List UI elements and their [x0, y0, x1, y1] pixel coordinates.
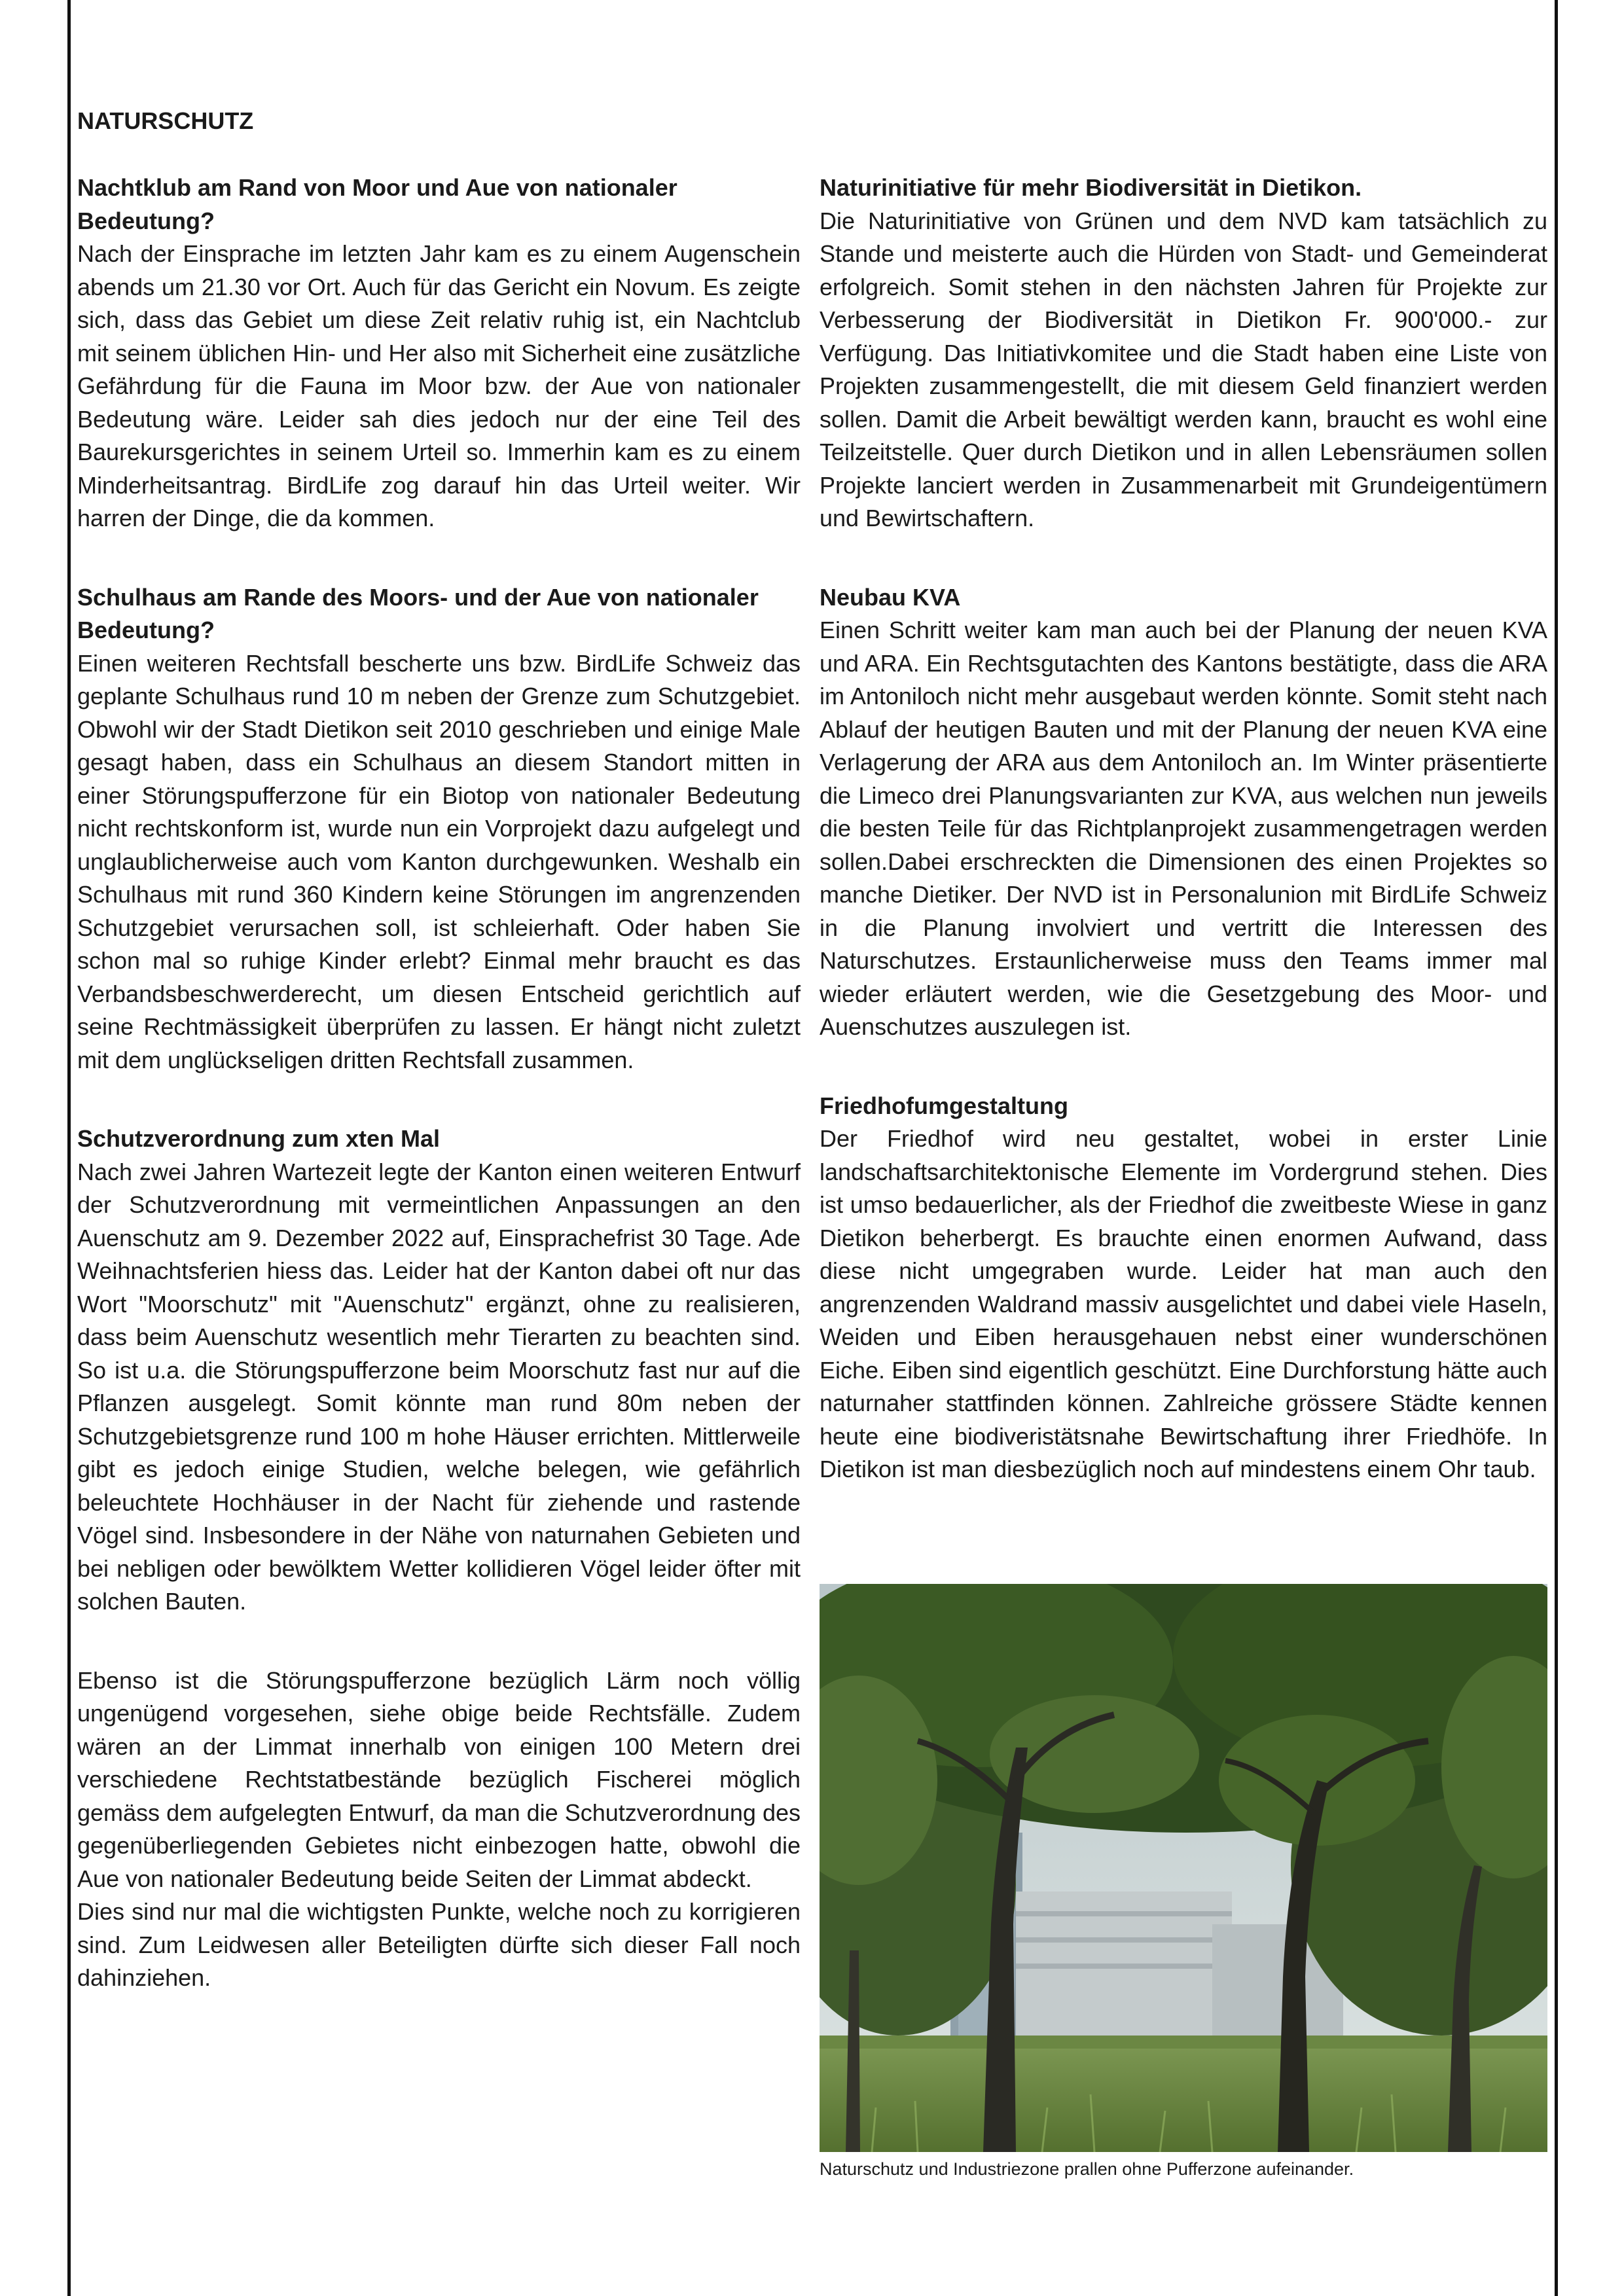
section-title: NATURSCHUTZ	[77, 107, 254, 134]
right-column	[820, 171, 1547, 1532]
article-paragraph: Ebenso ist die Störungspufferzone bezüglich Lärm noch völlig ungenügend vorgesehen, siehe obige beide Rechtsfälle. Zudem wären an der Limmat innerhalb von einigen 100 Metern drei verschiedene Rechtstatbestände bezüglich Fischerei möglich gemäss dem aufgelegten Entwurf, da man die Schutzverordnung des gegenüberliegenden Gebietes nicht einbezogen hatte, obwohl die Aue von nationaler Bedeutung beide Seiten der Limmat abdeckt.	[77, 1666, 801, 1892]
article-title: Friedhofumgestaltung	[820, 1092, 1068, 1119]
article-nachtklub	[77, 171, 801, 535]
photo-caption: Naturschutz und Industriezone prallen ohne Pufferzone aufeinander.	[820, 2159, 1354, 2179]
article-paragraph: Die Naturinitiative von Grünen und dem NVD kam tatsächlich zu Stande und meisterte auch die Hürden von Stadt- und Gemeinderat erfolgreich. Somit stehen in den nächsten Jahren für Projekte zur Verbesserung der Biodiversität in Dietikon Fr. 900'000.- zur Verfügung. Das Initiativkomitee und die Stadt haben eine Liste von Projekten zusammengestellt, die mit diesem Geld finanziert werden sollen. Damit die Arbeit bewältigt werden kann, braucht es wohl eine Teilzeitstelle. Quer durch Dietikon und in allen Lebensräumen sollen Projekte lanciert werden in Zusammenarbeit mit Grundeigentümern und Bewirtschaftern.	[820, 207, 1547, 531]
article-naturinitiative	[820, 171, 1547, 535]
right-margin-rule	[1555, 0, 1558, 2296]
left-column	[77, 171, 801, 2041]
article-title: Naturinitiative für mehr Biodiversität in Dietikon.	[820, 174, 1362, 201]
article-title: Nachtklub am Rand von Moor und Aue von nationaler Bedeutung?	[77, 174, 677, 234]
article-schutzverordnung	[77, 1122, 801, 1995]
article-title: Schutzverordnung zum xten Mal	[77, 1125, 441, 1152]
article-paragraph: Nach der Einsprache im letzten Jahr kam es zu einem Augenschein abends um 21.30 vor Ort. Auch für das Gericht ein Novum. Es zeigte sich, dass das Gebiet um diese Zeit relativ ruhig ist, ein Nachtclub mit seinem üblichen Hin- und Her also mit Sicherheit eine zusätzliche Gefährdung für die Fauna im Moor bzw. der Aue von nationaler Bedeutung wäre. Leider sah dies jedoch nur der eine Teil des Baurekursgerichtes in seinem Urteil so. Immerhin kam es zu einem Minderheitsantrag. BirdLife zog darauf hin das Urteil weiter. Wir harren der Dinge, die da kommen.	[77, 240, 801, 531]
article-paragraph: Der Friedhof wird neu gestaltet, wobei in erster Linie landschaftsarchitektonische Elemente im Vordergrund stehen. Dies ist umso bedauerlicher, als der Friedhof die zweitbeste Wiese in ganz Dietikon beherbergt. Es brauchte einen enormen Aufwand, dass diese nicht umgegraben wurde. Leider hat man auch den angrenzenden Waldrand massiv ausgelichtet und dabei viele Haseln, Weiden und Eiben herausgehauen nebst einer wunderschönen Eiche. Eiben sind eigentlich geschützt. Eine Durchforstung hätte auch naturnaher stattfinden können. Zahlreiche grössere Städte kennen heute eine biodiveristätsnahe Bewirtschaftung ihrer Friedhöfe. In Dietikon ist man diesbezüglich noch auf mindestens einem Ohr taub.	[820, 1125, 1547, 1482]
photo-trees-industry	[820, 1584, 1547, 2152]
article-title: Schulhaus am Rande des Moors- und der Aue von nationaler Bedeutung?	[77, 583, 759, 643]
article-paragraph: Dies sind nur mal die wichtigsten Punkte, welche noch zu korrigieren sind. Zum Leidwesen aller Beteiligten dürfte sich dieser Fall noch dahinziehen.	[77, 1898, 801, 1991]
article-neubau-kva	[820, 581, 1547, 1044]
article-title: Neubau KVA	[820, 583, 961, 611]
article-paragraph: Einen Schritt weiter kam man auch bei der Planung der neuen KVA und ARA. Ein Rechtsgutachten des Kantons bestätigte, dass die ARA im Antoniloch nicht mehr ausgebaut werden könnte. Somit steht nach Ablauf der heutigen Bauten und mit der Planung der neuen KVA eine Verlagerung der ARA aus dem Antoniloch an. Im Winter präsentierte die Limeco drei Planungsvarianten zur KVA, aus welchen nun jeweils die besten Teile für das Richtplanprojekt zusammengetragen werden sollen.Dabei erschreckten die Dimensionen des einen Projektes so manche Dietiker. Der NVD ist in Personalunion mit BirdLife Schweiz in die Planung involviert und vertritt die Interessen des Naturschutzes. Erstaunlicherweise muss den Teams immer mal wieder erläutert werden, wie die Gesetzgebung des Moor- und Auenschutzes auszulegen ist.	[820, 617, 1547, 1040]
article-friedhof	[820, 1090, 1547, 1486]
article-paragraph: Nach zwei Jahren Wartezeit legte der Kanton einen weiteren Entwurf der Schutzverordnung mit vermeintlichen Anpassungen an den Auenschutz am 9. Dezember 2022 auf, Einsprachefrist 30 Tage. Ade Weihnachtsferien hiess das. Leider hat der Kanton dabei oft nur das Wort "Moorschutz" mit "Auenschutz" ergänzt, ohne zu realisieren, dass beim Auenschutz wesentlich mehr Tierarten zu beachten sind. So ist u.a. die Störungspufferzone beim Moorschutz fast nur auf die Pflanzen ausgelegt. Somit könnte man rund 80m neben der Schutzgebietsgrenze rund 100 m hohe Häuser errichten. Mittlerweile gibt es jedoch einige Studien, welche belegen, wie gefährlich beleuchtete Hochhäuser in der Nacht für ziehende und rastende Vögel sind. Insbesondere in der Nähe von naturnahen Gebieten und bei nebligen oder bewölktem Wetter kollidieren Vögel leider öfter mit solchen Bauten.	[77, 1158, 801, 1615]
left-margin-rule	[67, 0, 71, 2296]
photo-illustration	[820, 1584, 1547, 2152]
article-schulhaus	[77, 581, 801, 1077]
article-paragraph: Einen weiteren Rechtsfall bescherte uns bzw. BirdLife Schweiz das geplante Schulhaus rund 10 m neben der Grenze zum Schutzgebiet. Obwohl wir der Stadt Dietikon seit 2010 geschrieben und einige Male gesagt haben, dass ein Schulhaus an diesem Standort mitten in einer Störungspufferzone für ein Biotop von nationaler Bedeutung nicht rechtskonform ist, wurde nun ein Vorprojekt dazu aufgelegt und unglaublicherweise auch vom Kanton durchgewunken. Weshalb ein Schulhaus mit rund 360 Kindern keine Störungen im angrenzenden Schutzgebiet verursachen soll, ist schleierhaft. Oder haben Sie schon mal so ruhige Kinder erlebt? Einmal mehr braucht es das Verbandsbeschwerderecht, um diesen Entscheid gerichtlich auf seine Rechtmässigkeit überprüfen zu lassen. Er hängt nicht zuletzt mit dem unglückseligen dritten Rechtsfall zusammen.	[77, 649, 801, 1073]
